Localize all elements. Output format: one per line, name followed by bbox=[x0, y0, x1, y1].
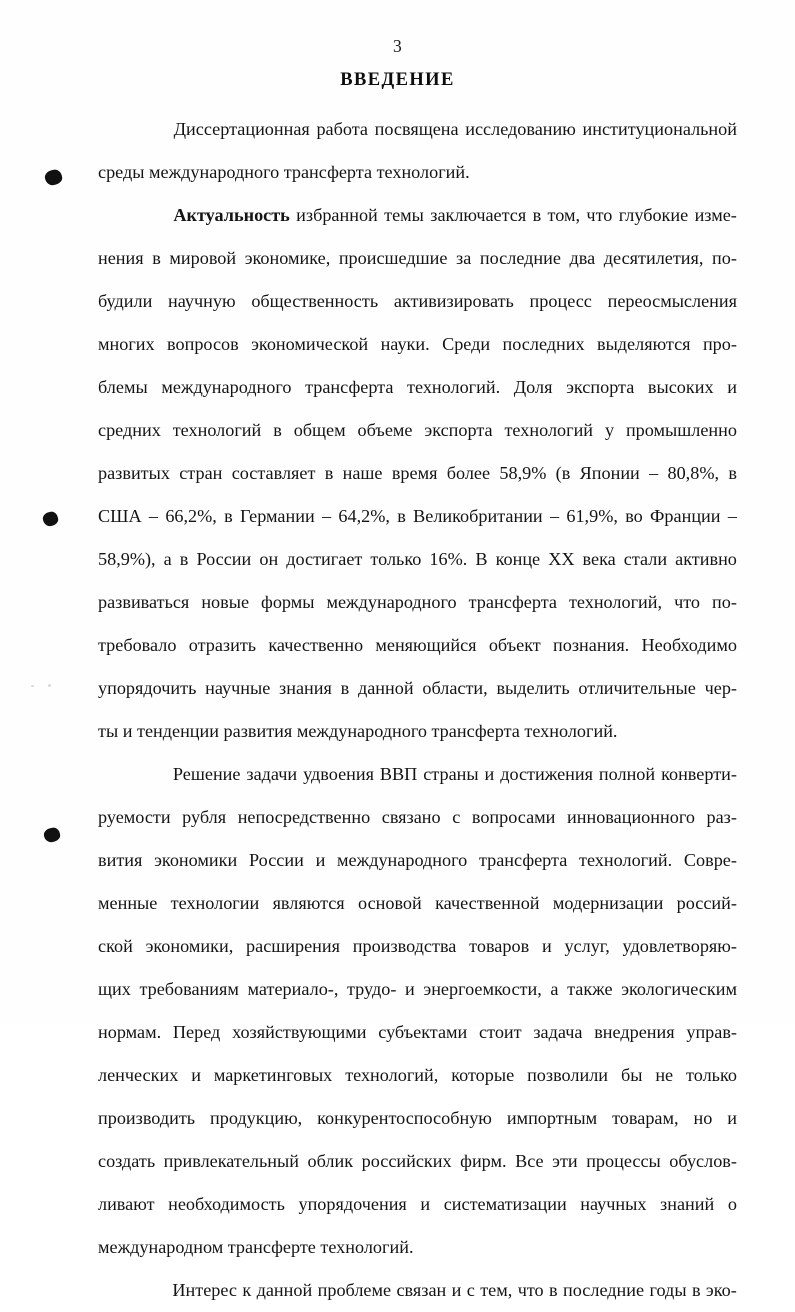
word: науки. bbox=[380, 334, 430, 354]
word: в bbox=[532, 205, 542, 225]
word: технологий, bbox=[568, 592, 663, 612]
word: производства bbox=[352, 936, 457, 956]
word: бы bbox=[620, 1065, 643, 1085]
line-indent bbox=[98, 108, 167, 151]
word: упорядочения bbox=[298, 1194, 407, 1214]
word: – bbox=[727, 506, 737, 526]
word: в bbox=[397, 506, 406, 526]
word: посвящена bbox=[374, 119, 459, 139]
word: Японии bbox=[579, 463, 640, 483]
word: 61,9%, bbox=[566, 506, 618, 526]
text-line bbox=[98, 194, 737, 237]
word: фирм. bbox=[460, 1151, 507, 1171]
word: Великобритании bbox=[413, 506, 543, 526]
word: международного bbox=[337, 850, 468, 870]
word: за bbox=[456, 248, 472, 268]
word: создать bbox=[98, 1151, 156, 1171]
text-line bbox=[98, 237, 737, 280]
word: – bbox=[649, 463, 659, 483]
word: 58,9%), bbox=[98, 549, 156, 569]
word: промышленно bbox=[625, 420, 737, 440]
word: достижения bbox=[500, 764, 593, 784]
word: эко- bbox=[705, 1280, 737, 1300]
word: чер- bbox=[704, 678, 737, 698]
word: трансферта bbox=[468, 592, 557, 612]
line-indent bbox=[98, 1269, 167, 1312]
paragraph bbox=[98, 1269, 737, 1312]
word: международного bbox=[326, 592, 457, 612]
word: необходимость bbox=[168, 1194, 285, 1214]
word: работа bbox=[316, 119, 368, 139]
word: требовало bbox=[98, 635, 177, 655]
word: экономики bbox=[154, 850, 238, 870]
text-line bbox=[98, 968, 737, 1011]
word: и bbox=[315, 850, 326, 870]
word: ливают bbox=[98, 1194, 155, 1214]
ink-blot-bottom bbox=[43, 826, 62, 843]
word: трансферта bbox=[305, 377, 394, 397]
text-line bbox=[98, 1011, 737, 1054]
word: он bbox=[259, 549, 279, 569]
text-line bbox=[98, 538, 737, 581]
word: непосредственно bbox=[237, 807, 371, 827]
word: трудо- bbox=[347, 979, 397, 999]
word: проблеме bbox=[317, 1280, 392, 1300]
word: технологий. bbox=[579, 850, 673, 870]
word: Франции bbox=[650, 506, 721, 526]
word: Среди bbox=[442, 334, 491, 354]
text-line: международном трансферте технологий. bbox=[98, 1237, 414, 1257]
ink-blot-middle bbox=[42, 511, 60, 528]
word: общественность bbox=[251, 291, 379, 311]
word: страны bbox=[423, 764, 479, 784]
word: продукцию, bbox=[210, 1108, 303, 1128]
word: 80,8%, bbox=[667, 463, 720, 483]
paragraph bbox=[98, 753, 737, 1269]
word: про- bbox=[702, 334, 737, 354]
word: качественной bbox=[435, 893, 540, 913]
word: научные bbox=[205, 678, 271, 698]
line-indent bbox=[98, 753, 167, 796]
word: технологий bbox=[504, 420, 594, 440]
word: ВВП bbox=[379, 764, 418, 784]
word: вития bbox=[98, 850, 143, 870]
word: избранной bbox=[296, 205, 378, 225]
word: эти bbox=[552, 1151, 578, 1171]
word: также bbox=[567, 979, 613, 999]
text-line bbox=[98, 1269, 737, 1312]
word: вопросами bbox=[471, 807, 556, 827]
word: раз- bbox=[706, 807, 737, 827]
word: процессы bbox=[586, 1151, 661, 1171]
word: глубокие bbox=[618, 205, 689, 225]
word: о bbox=[727, 1194, 737, 1214]
line-indent bbox=[98, 194, 167, 237]
word: технологий, bbox=[345, 1065, 439, 1085]
word: конце bbox=[495, 549, 541, 569]
word: российских bbox=[361, 1151, 452, 1171]
word: будили bbox=[98, 291, 153, 311]
text-line bbox=[98, 667, 737, 710]
word: годы bbox=[649, 1280, 687, 1300]
word: только bbox=[686, 1065, 737, 1085]
word: отразить bbox=[188, 635, 257, 655]
word: экспорта bbox=[566, 377, 635, 397]
word: и bbox=[420, 1194, 431, 1214]
word: 64,2%, bbox=[338, 506, 390, 526]
word: тем, bbox=[480, 1280, 513, 1300]
word: качественно bbox=[268, 635, 364, 655]
word: и bbox=[191, 1065, 201, 1085]
word: области, bbox=[422, 678, 488, 698]
word: мировой bbox=[169, 248, 237, 268]
word: знаний bbox=[660, 1194, 715, 1214]
word: США bbox=[98, 506, 142, 526]
page-title: ВВЕДЕНИЕ bbox=[340, 70, 455, 90]
word: обуслов- bbox=[669, 1151, 737, 1171]
word: с bbox=[466, 1280, 475, 1300]
word: отличительные bbox=[578, 678, 696, 698]
word: том, bbox=[547, 205, 581, 225]
word: Необходимо bbox=[641, 635, 737, 655]
word: расширения bbox=[246, 936, 341, 956]
word: не bbox=[655, 1065, 674, 1085]
word: – bbox=[549, 506, 560, 526]
word: последних bbox=[502, 334, 585, 354]
word: России bbox=[196, 549, 252, 569]
word: меняющийся bbox=[375, 635, 477, 655]
word: нормам. bbox=[98, 1022, 162, 1042]
word: стали bbox=[623, 549, 668, 569]
word: услуг, bbox=[564, 936, 610, 956]
word: Решение bbox=[172, 764, 241, 784]
word: модернизации bbox=[552, 893, 664, 913]
word: средних bbox=[98, 420, 161, 440]
word: века bbox=[582, 549, 616, 569]
word: у bbox=[604, 420, 615, 440]
word: блемы bbox=[98, 377, 148, 397]
word: по- bbox=[712, 248, 737, 268]
word: внедрения bbox=[594, 1022, 675, 1042]
word: стоит bbox=[479, 1022, 522, 1042]
text-line bbox=[98, 796, 737, 839]
word: последние bbox=[479, 248, 561, 268]
word: задача bbox=[533, 1022, 583, 1042]
word: развитых bbox=[98, 463, 170, 483]
word: научных bbox=[580, 1194, 647, 1214]
word: в bbox=[224, 506, 233, 526]
text-line bbox=[98, 882, 737, 925]
word: и bbox=[405, 979, 415, 999]
word: конверти- bbox=[661, 764, 737, 784]
word: облик bbox=[307, 1151, 354, 1171]
text-line bbox=[98, 1140, 737, 1183]
word: рубля bbox=[182, 807, 227, 827]
text-line bbox=[98, 1054, 737, 1097]
word: только bbox=[370, 549, 422, 569]
word: а bbox=[163, 549, 172, 569]
paragraph bbox=[98, 108, 737, 194]
word: россий- bbox=[676, 893, 737, 913]
word: высоких bbox=[647, 377, 714, 397]
word: познания. bbox=[553, 635, 630, 655]
word: в bbox=[179, 549, 189, 569]
word: научную bbox=[168, 291, 236, 311]
word: общем bbox=[293, 420, 346, 440]
word: задачи bbox=[246, 764, 298, 784]
text-line bbox=[98, 108, 737, 151]
word: связан bbox=[396, 1280, 447, 1300]
word: являются bbox=[272, 893, 345, 913]
word: ленческих bbox=[98, 1065, 179, 1085]
word: но bbox=[693, 1108, 713, 1128]
word: технологии bbox=[170, 893, 260, 913]
word: систематизации bbox=[443, 1194, 567, 1214]
text-line bbox=[98, 624, 737, 667]
word: изме- bbox=[694, 205, 737, 225]
word: экономике, bbox=[244, 248, 331, 268]
text-line bbox=[98, 366, 737, 409]
word: полной bbox=[598, 764, 656, 784]
ink-blot-top bbox=[44, 168, 64, 186]
word: требованиям bbox=[139, 979, 239, 999]
word: XX bbox=[548, 549, 575, 569]
word: Германии bbox=[240, 506, 315, 526]
word: В bbox=[475, 549, 488, 569]
word: по- bbox=[712, 592, 737, 612]
word: в bbox=[324, 463, 334, 483]
word: и bbox=[541, 936, 552, 956]
word: привлекательный bbox=[163, 1151, 299, 1171]
word: Доля bbox=[513, 377, 553, 397]
word: а bbox=[550, 979, 559, 999]
word: процесс bbox=[529, 291, 592, 311]
word: удовлетворяю- bbox=[622, 936, 737, 956]
text-line bbox=[98, 839, 737, 882]
word: хозяйствующими bbox=[232, 1022, 367, 1042]
paragraph bbox=[98, 194, 737, 753]
text-line bbox=[98, 925, 737, 968]
word: десятилетия, bbox=[603, 248, 704, 268]
word: вопросов bbox=[167, 334, 239, 354]
word: Совре- bbox=[683, 850, 737, 870]
word: выделяются bbox=[597, 334, 691, 354]
word: выделить bbox=[496, 678, 570, 698]
word: активизировать bbox=[393, 291, 514, 311]
word: связано bbox=[381, 807, 441, 827]
word: руемости bbox=[98, 807, 171, 827]
scan-speck-right bbox=[48, 684, 51, 687]
word: что bbox=[586, 205, 613, 225]
word: заключается bbox=[430, 205, 527, 225]
word: трансферта bbox=[478, 850, 568, 870]
word: ской bbox=[98, 936, 133, 956]
word: международного bbox=[161, 377, 292, 397]
word: удвоения bbox=[303, 764, 374, 784]
word: в bbox=[728, 463, 737, 483]
word: (в bbox=[555, 463, 571, 483]
word: 58,9% bbox=[499, 463, 547, 483]
word: Перед bbox=[172, 1022, 221, 1042]
word: которые bbox=[451, 1065, 515, 1085]
word: составляет bbox=[231, 463, 316, 483]
word: – bbox=[148, 506, 159, 526]
word: Диссертационная bbox=[173, 119, 310, 139]
word: в bbox=[273, 420, 282, 440]
word: управ- bbox=[686, 1022, 737, 1042]
word: переосмысления bbox=[607, 291, 737, 311]
word: и bbox=[451, 1280, 462, 1300]
document-body bbox=[98, 108, 737, 1312]
word: товаров bbox=[469, 936, 530, 956]
word: новые bbox=[201, 592, 250, 612]
text-line bbox=[98, 409, 737, 452]
word: два bbox=[569, 248, 596, 268]
text-line bbox=[98, 495, 737, 538]
word: развиваться bbox=[98, 592, 190, 612]
word: товарам, bbox=[612, 1108, 679, 1128]
word: России bbox=[248, 850, 304, 870]
word: институциональной bbox=[582, 119, 737, 139]
word: Интерес bbox=[172, 1280, 237, 1300]
scan-speck-left bbox=[31, 685, 34, 687]
text-line bbox=[98, 581, 737, 624]
word: маркетинговых bbox=[213, 1065, 333, 1085]
text-line: среды международного трансферта технологий. bbox=[98, 162, 470, 182]
word: энергоемкости, bbox=[423, 979, 542, 999]
word: и bbox=[727, 1108, 737, 1128]
word: и bbox=[484, 764, 495, 784]
word: с bbox=[452, 807, 461, 827]
word: и bbox=[727, 377, 737, 397]
word: стран bbox=[179, 463, 223, 483]
word: данной bbox=[256, 1280, 313, 1300]
word: Все bbox=[515, 1151, 544, 1171]
word: субъектами bbox=[378, 1022, 468, 1042]
text-line bbox=[98, 1097, 737, 1140]
word: технологий. bbox=[407, 377, 501, 397]
word: конкурентоспособную bbox=[317, 1108, 492, 1128]
word: достигает bbox=[286, 549, 363, 569]
word: данной bbox=[357, 678, 414, 698]
word: объеме bbox=[357, 420, 413, 440]
word: во bbox=[625, 506, 643, 526]
text-line bbox=[98, 280, 737, 323]
word: 16%. bbox=[429, 549, 468, 569]
word: основой bbox=[358, 893, 422, 913]
text-line bbox=[98, 1183, 737, 1226]
word: происшедшие bbox=[338, 248, 448, 268]
page-number: 3 bbox=[393, 36, 402, 56]
word: менные bbox=[98, 893, 158, 913]
word: 66,2%, bbox=[165, 506, 217, 526]
word: в bbox=[691, 1280, 701, 1300]
text-line bbox=[98, 323, 737, 366]
word: инновационного bbox=[567, 807, 695, 827]
word: исследованию bbox=[465, 119, 576, 139]
word: экономической bbox=[251, 334, 369, 354]
word: щих bbox=[98, 979, 131, 999]
word: активно bbox=[675, 549, 737, 569]
word: производить bbox=[98, 1108, 196, 1128]
word: позволили bbox=[527, 1065, 609, 1085]
word: в bbox=[340, 678, 350, 698]
word: Актуальность bbox=[173, 205, 290, 225]
word: многих bbox=[98, 334, 155, 354]
word: в bbox=[549, 1280, 558, 1300]
text-line bbox=[98, 753, 737, 796]
word: формы bbox=[261, 592, 315, 612]
word: темы bbox=[384, 205, 424, 225]
word: упорядочить bbox=[98, 678, 197, 698]
text-line bbox=[98, 452, 737, 495]
word: что bbox=[674, 592, 701, 612]
word: нения bbox=[98, 248, 144, 268]
word: более bbox=[446, 463, 491, 483]
word: знания bbox=[279, 678, 332, 698]
text-line: ты и тенденции развития международного трансферта технологий. bbox=[98, 721, 618, 741]
word: импортным bbox=[506, 1108, 598, 1128]
word: экономики, bbox=[145, 936, 234, 956]
word: в bbox=[152, 248, 161, 268]
word: экспорта bbox=[424, 420, 493, 440]
word: наше bbox=[342, 463, 383, 483]
word: экологическим bbox=[621, 979, 737, 999]
word: последние bbox=[563, 1280, 645, 1300]
word: время bbox=[391, 463, 438, 483]
word: материало-, bbox=[247, 979, 339, 999]
word: объект bbox=[488, 635, 541, 655]
word: что bbox=[517, 1280, 544, 1300]
word: к bbox=[242, 1280, 252, 1300]
word: технологий bbox=[172, 420, 262, 440]
word: – bbox=[322, 506, 332, 526]
